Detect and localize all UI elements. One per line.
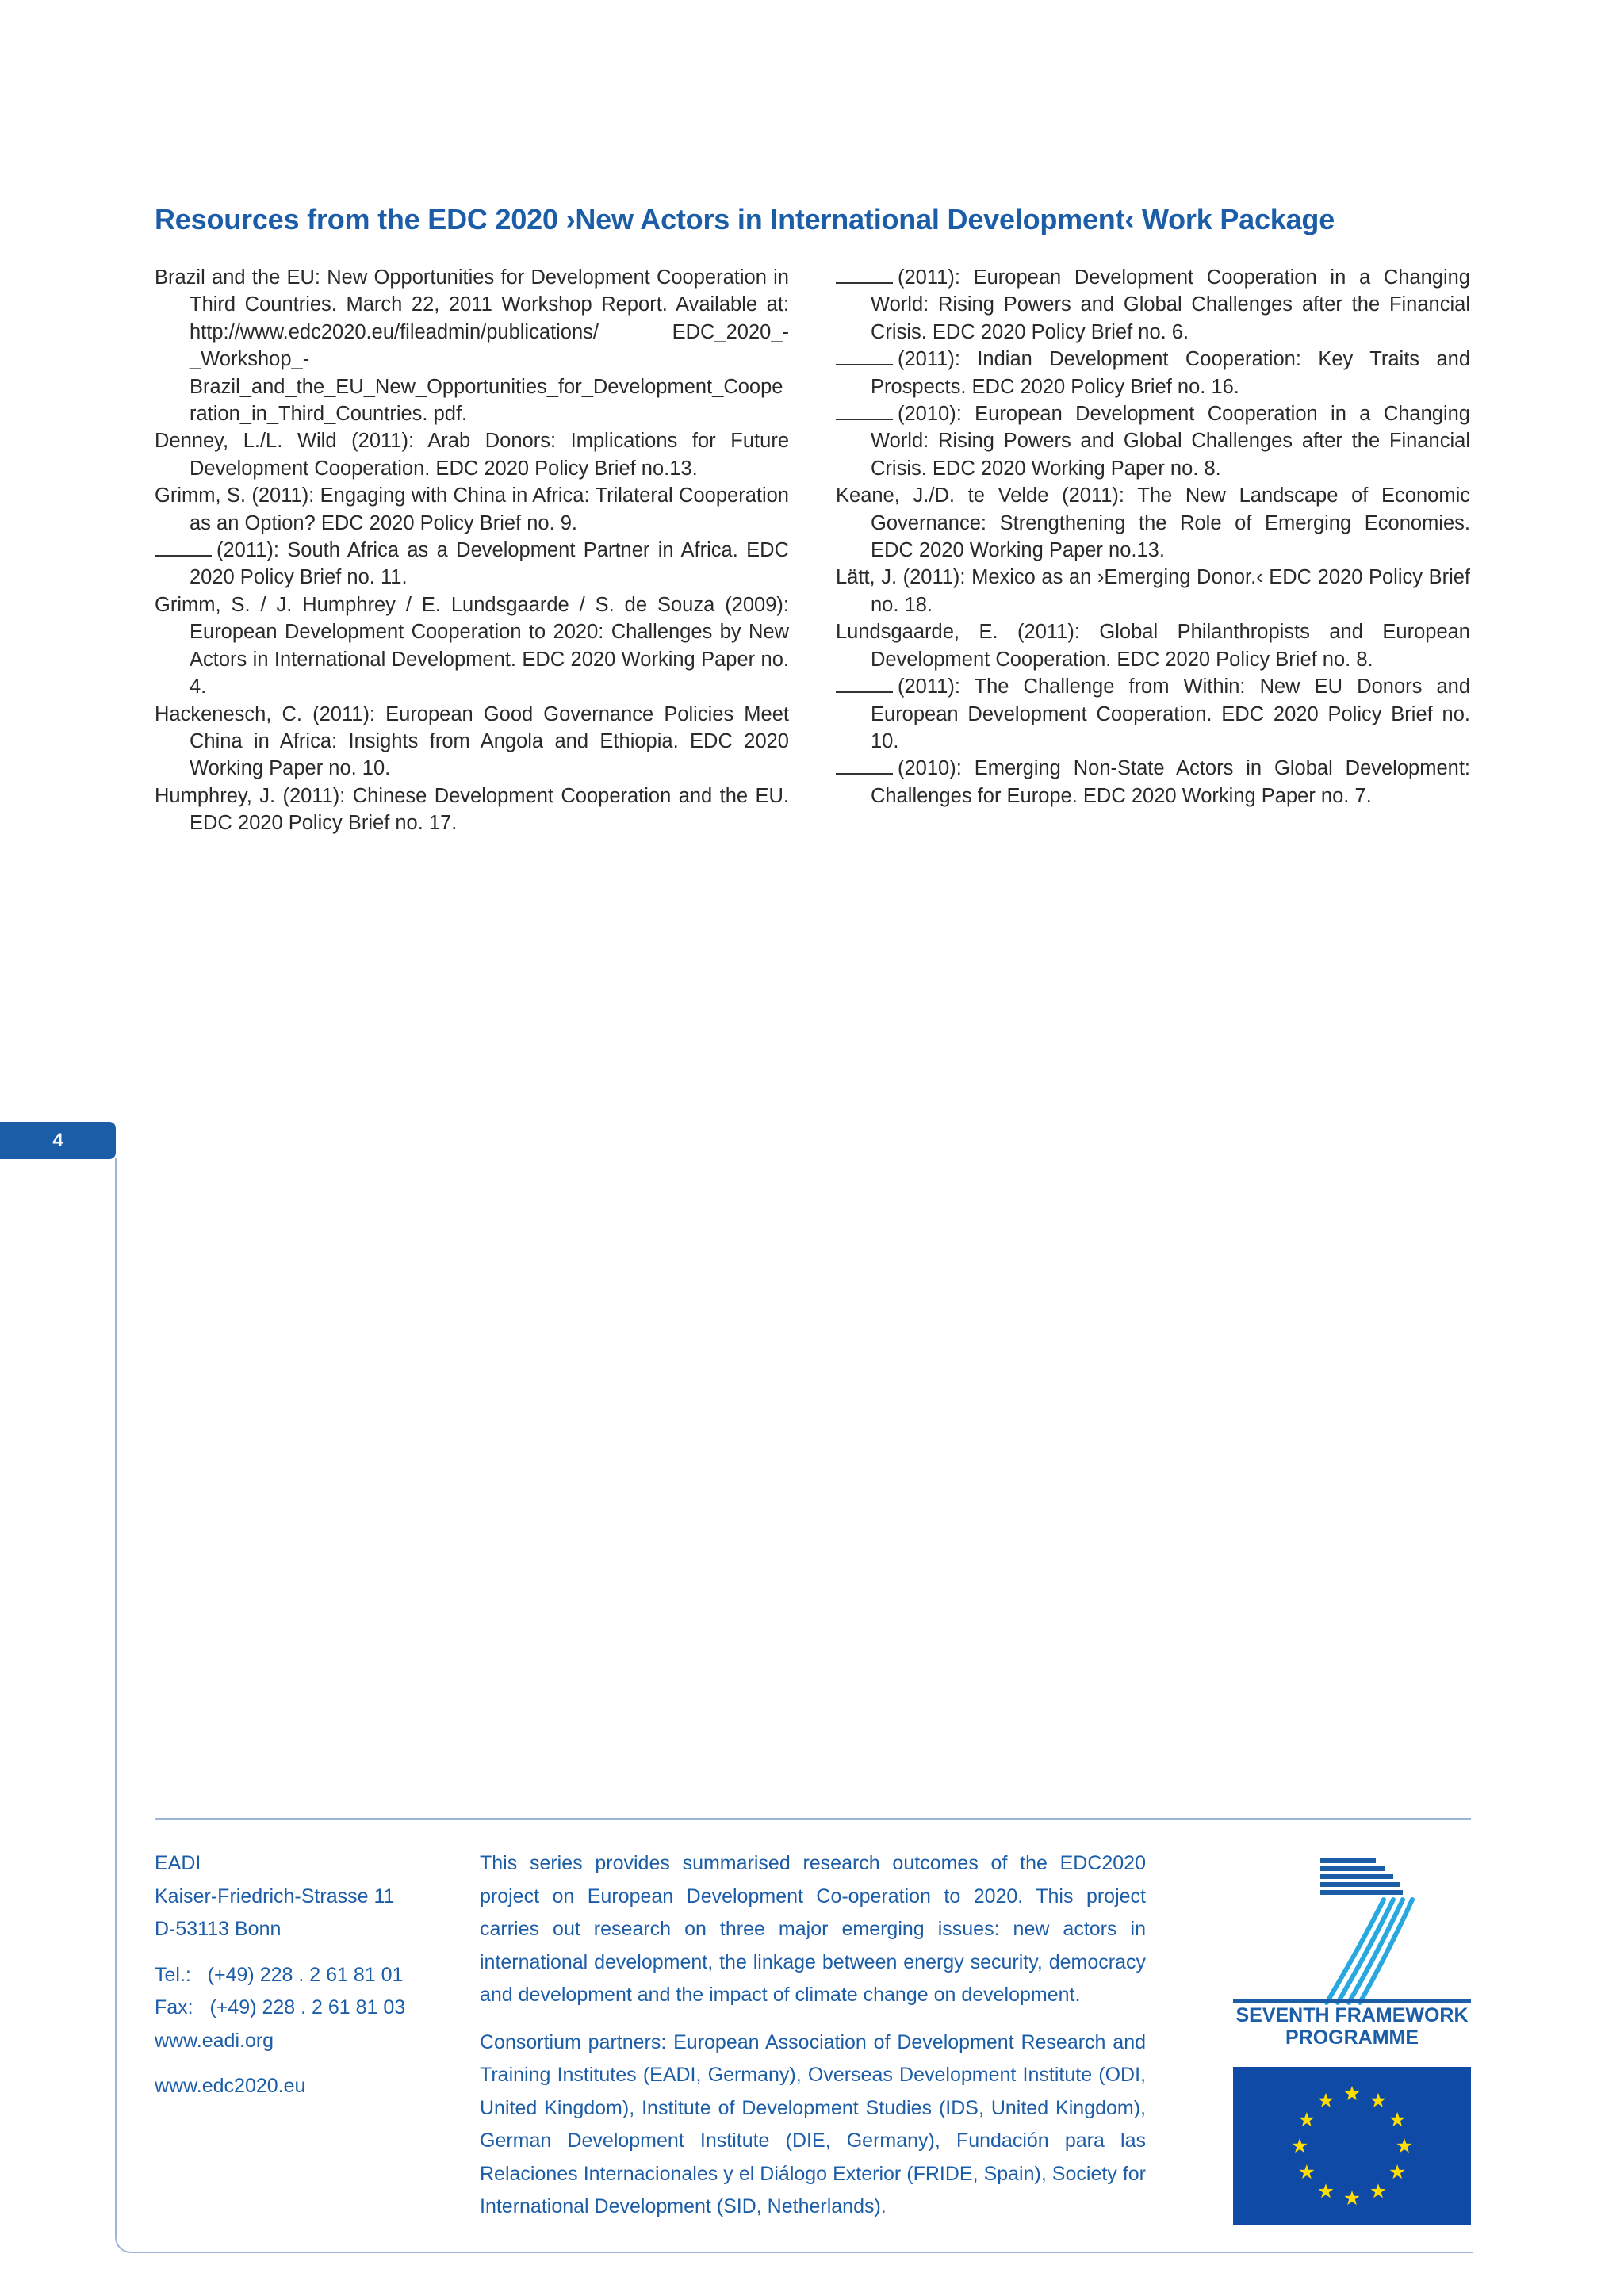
- reference-text: (2010): Emerging Non-State Actors in Global Development: Challenges for Europe. EDC 2020 Working Paper no. 7.: [871, 757, 1470, 807]
- reference-text: (2011): The Challenge from Within: New EU Donors and European Development Cooperation. EDC 2020 Policy Brief no. 10.: [871, 675, 1470, 752]
- page-number-tab: 4: [0, 1122, 116, 1159]
- reference-text: Grimm, S. / J. Humphrey / E. Lundsgaarde / S. de Souza (2009): European Development Cooperation to 2020: Challenges by New Actors in International Development. EDC 2020 Working Paper no. 4.: [155, 593, 789, 698]
- reference-text: Lundsgaarde, E. (2011): Global Philanthropists and European Development Cooperation. EDC 2020 Policy Brief no. 8.: [836, 621, 1470, 671]
- eu-star-icon: [1371, 2093, 1386, 2107]
- eu-star-icon: [1345, 2086, 1360, 2100]
- reference-entry: [155, 701, 789, 783]
- eu-star-icon: [1345, 2191, 1360, 2205]
- reference-entry: [155, 264, 789, 427]
- eu-star-icon: [1299, 2164, 1314, 2179]
- reference-entry: [836, 755, 1470, 809]
- eu-star-icon: [1390, 2164, 1405, 2179]
- fax: Fax: (+49) 228 . 2 61 81 03: [155, 1996, 406, 2019]
- reference-entry: [836, 482, 1470, 564]
- reference-entry: [155, 783, 789, 837]
- author-repeat-rule: [836, 266, 893, 284]
- author-repeat-rule: [836, 348, 893, 365]
- telephone: Tel.: (+49) 228 . 2 61 81 01: [155, 1963, 404, 1986]
- project-website-link[interactable]: www.edc2020.eu: [155, 2075, 306, 2097]
- website-link[interactable]: www.eadi.org: [155, 2029, 274, 2052]
- fp7-logo-label: [1233, 2004, 1471, 2049]
- reference-entry: [836, 564, 1470, 618]
- city-address: D-53113 Bonn: [155, 1918, 282, 1940]
- reference-text: (2010): European Development Cooperation in a Changing World: Rising Powers and Global Challenges after the Financial Crisis. EDC 2020 Working Paper no. 8.: [871, 403, 1470, 480]
- eu-star-icon: [1319, 2183, 1334, 2198]
- reference-entry: [836, 618, 1470, 673]
- author-repeat-rule: [155, 539, 212, 557]
- reference-entry: [155, 537, 789, 591]
- reference-entry: [836, 346, 1470, 400]
- author-repeat-rule: [836, 757, 893, 775]
- eu-star-icon: [1390, 2112, 1405, 2126]
- author-repeat-rule: [836, 675, 893, 693]
- reference-text: Brazil and the EU: New Opportunities for Development Cooperation in Third Countries. March 22, 2011 Workshop Report. Available at: http://www.edc2020.eu/fileadmin/publications/ EDC_2020_-_Workshop_-Brazil_and_the_EU_New_Opportunities_for_Development_Cooperation_in_Third_Countries. pdf.: [155, 266, 789, 426]
- eu-flag-icon: [1233, 2067, 1471, 2225]
- eu-star-icon: [1397, 2138, 1412, 2152]
- references-left-column: [155, 264, 789, 837]
- reference-text: Hackenesch, C. (2011): European Good Governance Policies Meet China in Africa: Insights from Angola and Ethiopia. EDC 2020 Working Paper no. 10.: [155, 702, 789, 780]
- street-address: Kaiser-Friedrich-Strasse 11: [155, 1885, 395, 1908]
- reference-text: Denney, L./L. Wild (2011): Arab Donors: Implications for Future Development Cooperation. EDC 2020 Policy Brief no.13.: [155, 430, 789, 480]
- consortium-partners: Consortium partners: European Association of Development Research and Training Institutes (EADI, Germany), Overseas Development Institute (ODI, United Kingdom), Institute of Development Studies (IDS, United Kingdom), German Development Institute (DIE, Germany), Fundación para las Relaciones Internacionales y el Diálogo Exterior (FRIDE, Spain), Society for International Development (SID, Netherlands).: [480, 2030, 1146, 2218]
- org-name: EADI: [155, 1852, 201, 1874]
- reference-text: (2011): European Development Cooperation in a Changing World: Rising Powers and Global Challenges after the Financial Crisis. EDC 2020 Policy Brief no. 6.: [871, 266, 1470, 343]
- reference-entry: [155, 591, 789, 701]
- footer-description: [480, 1847, 1146, 2224]
- eu-star-icon: [1299, 2112, 1314, 2126]
- reference-entry: [155, 482, 789, 537]
- author-repeat-rule: [836, 403, 893, 420]
- reference-text: Humphrey, J. (2011): Chinese Development Cooperation and the EU. EDC 2020 Policy Brief no. 17.: [155, 784, 789, 835]
- eu-star-icon: [1293, 2138, 1308, 2152]
- eu-star-icon: [1371, 2183, 1386, 2198]
- reference-text: (2011): Indian Development Cooperation: Key Traits and Prospects. EDC 2020 Policy Brief no. 16.: [871, 348, 1470, 398]
- eu-star-icon: [1319, 2093, 1334, 2107]
- reference-entry: [155, 427, 789, 482]
- reference-entry: [836, 264, 1470, 346]
- reference-text: (2011): South Africa as a Development Partner in Africa. EDC 2020 Policy Brief no. 11.: [190, 539, 789, 589]
- section-heading: Resources from the EDC 2020 ›New Actors in International Development‹ Work Package: [155, 203, 1335, 235]
- reference-entry: [836, 673, 1470, 755]
- reference-text: Keane, J./D. te Velde (2011): The New Landscape of Economic Governance: Strengthening the Role of Emerging Economies. EDC 2020 Working Paper no.13.: [836, 484, 1470, 562]
- fp7-label-line1: SEVENTH FRAMEWORK: [1235, 2004, 1469, 2026]
- reference-text: Lätt, J. (2011): Mexico as an ›Emerging Donor.‹ EDC 2020 Policy Brief no. 18.: [836, 566, 1470, 616]
- eu-flag-stars: [1233, 2067, 1471, 2225]
- series-description: This series provides summarised research outcomes of the EDC2020 project on European Development Co-operation to 2020. This project carries out research on three major emerging issues: new actors in international development, the linkage between energy security, democracy and development and the impact of climate change on development.: [480, 1852, 1146, 2006]
- reference-text: Grimm, S. (2011): Engaging with China in Africa: Trilateral Cooperation as an Option? EDC 2020 Policy Brief no. 9.: [155, 484, 789, 534]
- reference-entry: [836, 400, 1470, 482]
- fp7-label-line2: PROGRAMME: [1285, 2026, 1419, 2049]
- footer-divider: [155, 1818, 1471, 1820]
- references-right-column: [836, 264, 1470, 809]
- footer-address: [155, 1847, 456, 2103]
